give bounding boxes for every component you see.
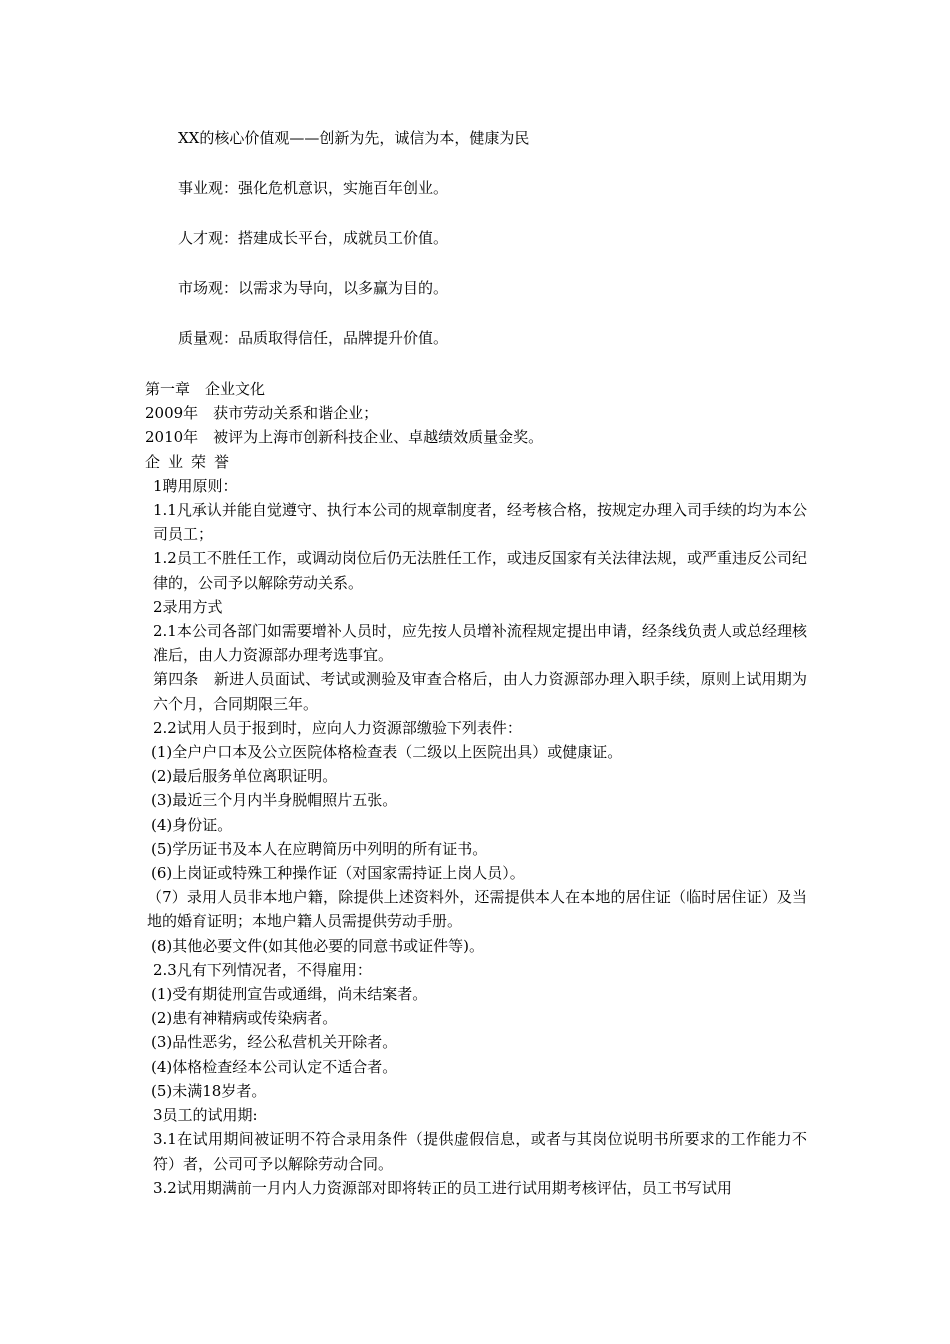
doc-item-5: (5)学历证书及本人在应聘简历中列明的所有证书。 (151, 839, 488, 858)
clause-3-2: 3.2试用期满前一月内人力资源部对即将转正的员工进行试用期考核评估，员工书写试用 (153, 1178, 732, 1197)
clause-1-1: 1.1凡承认并能自觉遵守、执行本公司的规章制度者，经考核合格，按规定办理入司手续的均为本公司员工； (153, 501, 807, 544)
clause-3-1: 3.1在试用期间被证明不符合录用条件（提供虚假信息，或者与其岗位说明书所要求的工作能力不符）者，公司可予以解除劳动合同。 (153, 1130, 807, 1173)
clause-2-1: 2.1本公司各部门如需要增补人员时，应先按人员增补流程规定提出申请，经条线负责人或总经理核准后，由人力资源部办理考选事宜。 (153, 622, 807, 665)
doc-item-3: (3)最近三个月内半身脱帽照片五张。 (151, 791, 398, 810)
core-values-block (178, 128, 818, 378)
exclusion-item-1: (1)受有期徒刑宣告或通缉，尚未结案者。 (151, 985, 428, 1004)
core-values-title: XX的核心价值观——创新为先，诚信为本，健康为民 (178, 129, 530, 147)
quality-view: 质量观：品质取得信任，品牌提升价值。 (178, 329, 449, 347)
doc-item-2: (2)最后服务单位离职证明。 (151, 767, 338, 786)
doc-item-4: (4)身份证。 (151, 815, 233, 834)
section-3-title: 3员工的试用期: (153, 1106, 258, 1125)
career-view: 事业观：强化危机意识，实施百年创业。 (178, 179, 449, 197)
document-body (145, 377, 807, 1200)
doc-item-7: （7）录用人员非本地户籍，除提供上述资料外，还需提供本人在本地的居住证（临时居住证）及当地的婚育证明；本地户籍人员需提供劳动手册。 (147, 888, 807, 931)
section-2-title: 2录用方式 (153, 597, 223, 616)
honor-heading: 企业荣誉 (145, 452, 238, 471)
market-view: 市场观：以需求为导向，以多赢为目的。 (178, 279, 449, 297)
doc-item-1: (1)全户户口本及公立医院体格检查表（二级以上医院出具）或健康证。 (151, 743, 623, 762)
clause-2-2: 2.2试用人员于报到时，应向人力资源部缴验下列表件： (153, 718, 522, 737)
honor-2009: 2009年 获市劳动关系和谐企业； (145, 404, 379, 423)
exclusion-item-3: (3)品性恶劣，经公私营机关开除者。 (151, 1033, 398, 1052)
talent-view: 人才观：搭建成长平台，成就员工价值。 (178, 229, 449, 247)
exclusion-item-4: (4)体格检查经本公司认定不适合者。 (151, 1057, 398, 1076)
article-4: 第四条 新进人员面试、考试或测验及审查合格后，由人力资源部办理入职手续，原则上试用期为六个月，合同期限三年。 (153, 670, 807, 713)
doc-item-8: (8)其他必要文件(如其他必要的同意书或证件等)。 (151, 936, 484, 955)
exclusion-item-5: (5)未满18岁者。 (151, 1081, 267, 1100)
clause-1-2: 1.2员工不胜任工作，或调动岗位后仍无法胜任工作，或违反国家有关法律法规，或严重违反公司纪律的，公司予以解除劳动关系。 (153, 549, 807, 592)
doc-item-6: (6)上岗证或特殊工种操作证（对国家需持证上岗人员）。 (151, 864, 525, 883)
honor-2010: 2010年 被评为上海市创新科技企业、卓越绩效质量金奖。 (145, 428, 544, 447)
exclusion-item-2: (2)患有神精病或传染病者。 (151, 1009, 338, 1028)
clause-2-3: 2.3凡有下列情况者，不得雇用： (153, 960, 372, 979)
section-1-title: 1聘用原则： (153, 476, 238, 495)
chapter-title: 第一章 企业文化 (145, 380, 266, 398)
